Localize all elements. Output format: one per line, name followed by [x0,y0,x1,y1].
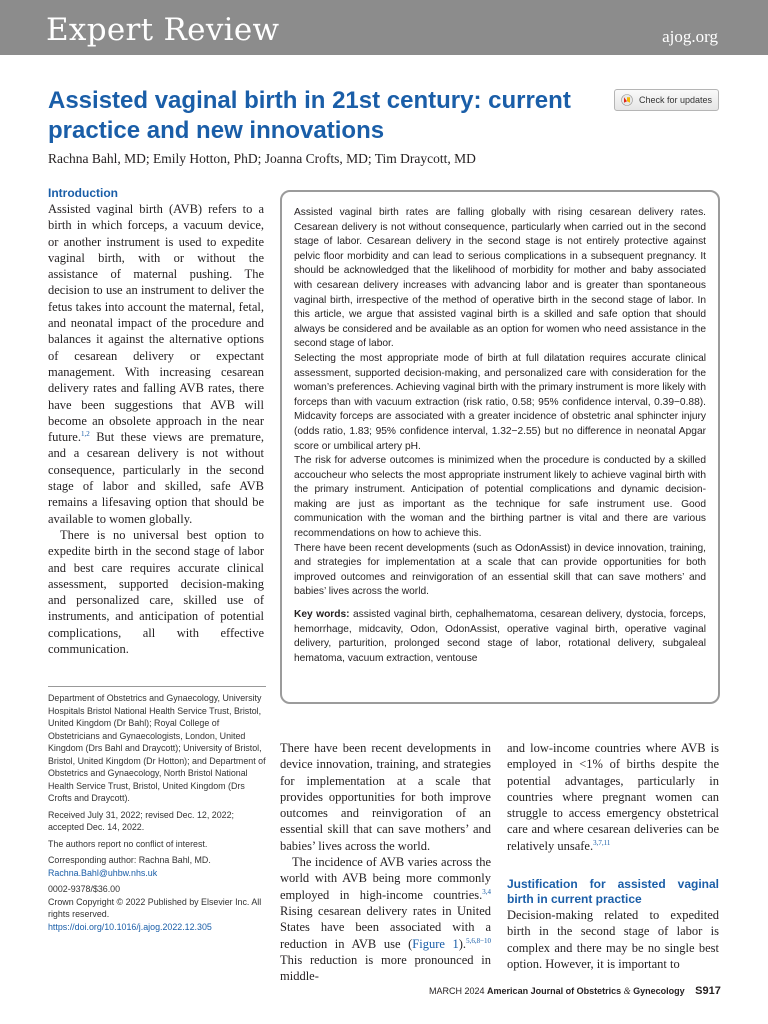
check-updates-label: Check for updates [639,95,713,105]
intro-heading: Introduction [48,186,118,200]
journal-name: American Journal of Obstetrics & Gynecology [487,986,685,996]
affiliations-footnote [48,686,266,937]
author-list: Rachna Bahl, MD; Emily Hotton, PhD; Joanna Crofts, MD; Tim Draycott, MD [48,151,476,166]
abstract-paragraph-4: There have been recent developments (such as OdonAssist) in device innovation, training, and strategies for implementation at a scale that can provide opportunities for both improved outcomes and reinvigoration of an essential skill that can save mothers’ and babies’ lives across the world. [294,542,706,598]
page-footer [429,985,721,997]
check-updates-icon [621,94,633,106]
body-column-middle [280,740,491,984]
abstract-paragraph-2: Selecting the most appropriate mode of birth at full dilatation requires accurate clinical assessment, supported decision-making, and personalized care with consideration for the woman’s preferences. Achieving vaginal birth with the primary instrument is more likely with forceps than with vacuum extraction (risk ratio, 0.58; 95% confidence interval, 0.39−0.88). Midcavity forceps are associated with a greater incidence of obstetric anal sphincter injury (odds ratio, 1.83; 95% confidence interval, 1.32−2.55) but no difference in neonatal Apgar score or umbilical artery pH. [294,352,706,452]
body-paragraph: Decision-making related to expedited birth in the second stage of labor is complex and there may be no single best option. However, it is important to [507,908,719,971]
intro-column [48,186,264,657]
issn: 0002-9378/$36.00 [48,884,121,894]
page-number: S917 [695,985,721,997]
intro-paragraph-1: Assisted vaginal birth (AVB) refers to a birth in which forceps, a vacuum device, or another instrument is used to expedite vaginal birth, with or without the assistance of maternal pushing. The decision to use an instrument to deliver the fetus takes into account the maternal, fetal, and neonatal impact of the procedure and balances it against the alternative options of cesarean delivery or expectant management. With increasing cesarean delivery rates and falling AVB rates, there have been suggestions that AVB will become an obsolete approach in the near future.$^{1,2}$ But these views are premature, and a cesarean delivery is not without consequence, particularly in the second stage of labor and skilled, safe AVB remains a lifesaving option that should be available to women globally. [48,202,264,526]
body-paragraph: There have been recent developments in device innovation, training, and strategies for implementation at a scale that provides opportunities for both improve outcomes and reinvigoration of an essential skill that can save mothers’ and babies’ lives across the world. [280,741,491,853]
journal-header-bar [0,0,768,55]
keywords [294,608,706,666]
citation-ref[interactable]: 3,4 [482,887,491,896]
section-label: Expert Review [46,12,280,48]
intro-body [48,201,264,657]
keywords-label: Key words: [294,609,350,621]
check-for-updates-button[interactable] [614,89,719,111]
figure-1-link[interactable]: Figure 1 [412,936,459,951]
keywords-list: assisted vaginal birth, cephalhematoma, cesarean delivery, dystocia, forceps, hemorrhage, midcavity, Odon, OdonAssist, operative vaginal birth, operative vaginal delivery, parturition, prolonged second stage of labor, rotational delivery, subgaleal hematoma, vacuum extraction, ventouse [294,609,706,664]
issue-date: MARCH 2024 [429,986,485,996]
affiliation-text: Department of Obstetrics and Gynaecology, University Hospitals Bristol National Health Service Trust, Bristol, United Kingdom (Dr Bahl); Royal College of Obstetricians and Gynaecologists, London, United Kingdom (Drs Bahl and Draycott); University of Bristol, Bristol, United Kingdom (Dr Hotton); and Department of Obstetrics and Gynaecology, North Bristol National Health Service Trust, Bristol, United Kingdom (Drs Crofts and Draycott). [48,693,266,803]
body-paragraph: and low-income countries where AVB is employed in <1% of births despite the potential advantages, particularly in countries where pregnant women can struggle to access emergency obstetrical care and where cesarean deliveries can be relatively unsafe.$^{3,7,11}$ [507,741,719,853]
citation-ref[interactable]: 5,6,8−10 [466,936,492,945]
author-email-link[interactable]: Rachna.Bahl@uhbw.nhs.uk [48,867,158,878]
intro-paragraph-2: There is no universal best option to expedite birth in the second stage of labor and best care requires accurate clinical assessment, supported decision-making and personalized care, skilled use of instruments, and anticipation of potential complications, all with effective communication. [48,527,264,657]
copyright: Crown Copyright © 2022 Published by Elsevier Inc. All rights reserved. [48,896,262,919]
publication-info [48,883,266,933]
abstract-box [280,190,720,704]
citation-ref[interactable]: 1,2 [80,430,90,438]
section-heading: Justification for assisted vaginal birth in current practice [507,877,719,907]
abstract-paragraph-3: The risk for adverse outcomes is minimized when the procedure is conducted by a skilled accoucheur who selects the most appropriate instrument likely to achieve vaginal birth with the primary instrument. Anticipation of potential complications and dynamic decision-making are just as important as the technique for safe instrument use. Good communication with the woman and the birthing partner is vital and there are various recommendations on how to achieve this. [294,455,706,540]
journal-site-link[interactable]: ajog.org [662,27,718,46]
corresponding-author: Corresponding author: Rachna Bahl, MD. Rachna.Bahl@uhbw.nhs.uk [48,855,211,878]
abstract-paragraph-1: Assisted vaginal birth rates are falling globally with rising cesarean delivery rates. Cesarean delivery is not without consequence, particularly when carried out in the second stage of labor. Cesarean delivery in the second stage is not entirely protective against pelvic floor morbidity and can lead to serious complications in a subsequent pregnancy. It should be acknowledged that the likelihood of morbidity for mother and baby associated with cesarean delivery increases with advancing labor and is greater than spontaneous vaginal birth, irrespective of the method of operative birth in the second stage of labor. In this article, we argue that assisted vaginal birth is a skilled and safe option that should always be considered and be available as an option for women who need assistance in the second stage of labor. [294,207,706,350]
citation-ref[interactable]: 3,7,11 [593,838,611,847]
received-dates: Received July 31, 2022; revised Dec. 12, 2022; accepted Dec. 14, 2022. [48,809,234,832]
body-paragraph: The incidence of AVB varies across the world with AVB being more commonly employed in high-income countries.$^{3,4}$ Rising cesarean delivery rates in United States have been associated with a reduction in AVB use (Figure 1).$^{5,6,8-10}$ This reduction is more pronounced in middle- [280,855,492,984]
doi-link[interactable]: https://doi.org/10.1016/j.ajog.2022.12.305 [48,921,212,932]
article-title: Assisted vaginal birth in 21st century: current practice and new innovations [48,87,571,144]
conflict-statement: The authors report no conflict of interest. [48,838,208,849]
body-column-right [507,740,719,972]
